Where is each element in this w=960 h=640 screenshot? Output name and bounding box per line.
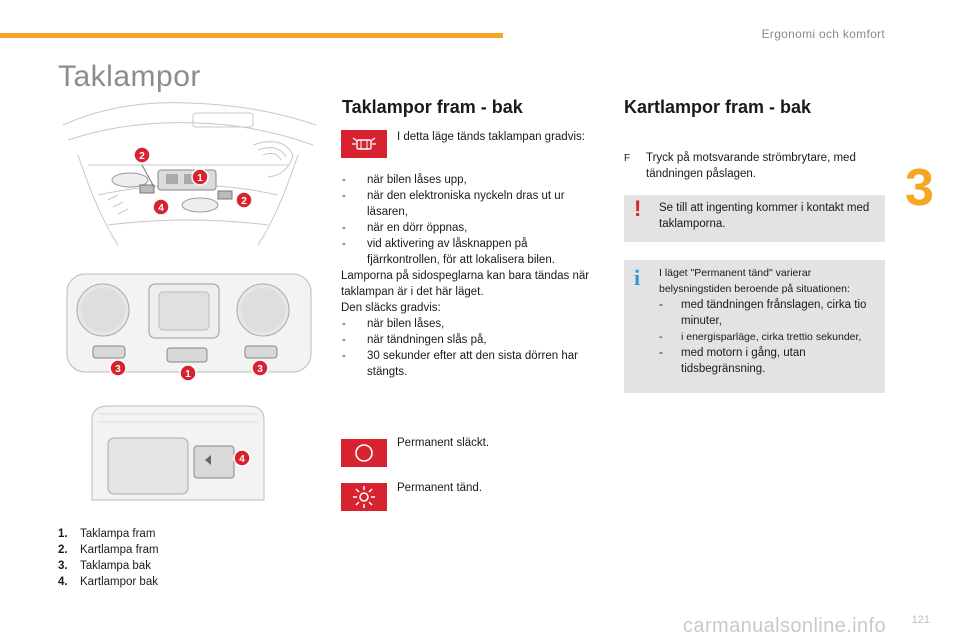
callout-4-a bbox=[153, 199, 169, 215]
list-item: - när den elektroniska nyckeln dras ut ur läsaren, bbox=[342, 190, 565, 218]
ceiling-lamps-heading: Taklampor fram - bak bbox=[342, 97, 523, 117]
front-console-illustration bbox=[63, 268, 315, 393]
list-item: - med tändningen frånslagen, cirka tio minuter, bbox=[659, 299, 867, 327]
list-item: - vid aktivering av låsknappen på fjärrkontrollen, för att lokalisera bilen. bbox=[342, 238, 555, 266]
door-mode-icon bbox=[341, 130, 387, 158]
front-ceiling-illustration bbox=[58, 95, 320, 255]
chapter-number: 3 bbox=[905, 159, 934, 217]
info-icon: i bbox=[634, 265, 641, 290]
warning-box bbox=[624, 195, 885, 242]
svg-text:3: 3 bbox=[115, 364, 121, 375]
page-title: Taklampor bbox=[58, 60, 201, 93]
instruction-marker: F bbox=[624, 153, 631, 164]
svg-text:2: 2 bbox=[139, 151, 145, 162]
legend-item: 3. Taklampa bak bbox=[58, 560, 151, 572]
svg-text:1: 1 bbox=[185, 369, 191, 380]
watermark: carmanualsonline.info bbox=[683, 615, 886, 637]
off-mode-icon bbox=[341, 439, 387, 467]
fade-out-paragraph: Den släcks gradvis: bbox=[341, 302, 441, 314]
map-lamps-instruction: F Tryck på motsvarande strömbrytare, med tändningen påslagen. bbox=[624, 152, 856, 180]
callout-1-a bbox=[192, 169, 208, 185]
callout-3-a bbox=[110, 360, 126, 376]
header-accent-bar bbox=[0, 33, 503, 38]
svg-text:3: 3 bbox=[257, 364, 263, 375]
callout-1-b bbox=[180, 365, 196, 381]
list-item: - med motorn i gång, utan tidsbegränsning. bbox=[659, 347, 806, 375]
warning-icon: ! bbox=[634, 196, 642, 221]
svg-text:4: 4 bbox=[239, 454, 245, 465]
svg-text:1: 1 bbox=[197, 173, 203, 184]
info-intro: I läget "Permanent tänd" varierar belysningstiden beroende på situationen: bbox=[659, 267, 850, 295]
list-item: - när bilen låses, bbox=[342, 318, 445, 330]
on-mode-icon bbox=[341, 483, 387, 511]
callout-3-b bbox=[252, 360, 268, 376]
legend-item: 1. Taklampa fram bbox=[58, 528, 156, 540]
list-item: - 30 sekunder efter att den sista dörren har stängts. bbox=[342, 350, 578, 378]
callout-2-b bbox=[236, 192, 252, 208]
rear-lamp-illustration bbox=[88, 400, 268, 510]
callout-4-b bbox=[234, 450, 250, 466]
svg-text:4: 4 bbox=[158, 203, 164, 214]
section-header: Ergonomi och komfort bbox=[761, 27, 885, 41]
map-lamps-heading: Kartlampor fram - bak bbox=[624, 97, 812, 117]
door-mode-description bbox=[341, 172, 603, 380]
info-box bbox=[624, 260, 885, 393]
legend-item: 2. Kartlampa fram bbox=[58, 544, 159, 556]
list-item: - när en dörr öppnas, bbox=[342, 222, 468, 234]
door-mode-text: I detta läge tänds taklampan gradvis: bbox=[397, 131, 585, 143]
page-number: 121 bbox=[911, 614, 930, 626]
mirror-lamps-paragraph: Lamporna på sidospeglarna kan bara tändas när taklampan är i det här läget. bbox=[341, 270, 590, 298]
list-item: - när bilen låses upp, bbox=[342, 174, 467, 186]
off-mode-text: Permanent släckt. bbox=[397, 437, 490, 449]
warning-text: Se till att ingenting kommer i kontakt med taklamporna. bbox=[659, 202, 870, 230]
on-mode-text: Permanent tänd. bbox=[397, 482, 483, 494]
illustration-legend bbox=[58, 526, 159, 590]
legend-item: 4. Kartlampor bak bbox=[58, 576, 158, 588]
list-item: - i energisparläge, cirka trettio sekunder, bbox=[659, 331, 862, 343]
list-item: - när tändningen slås på, bbox=[342, 334, 487, 346]
svg-text:2: 2 bbox=[241, 196, 247, 207]
